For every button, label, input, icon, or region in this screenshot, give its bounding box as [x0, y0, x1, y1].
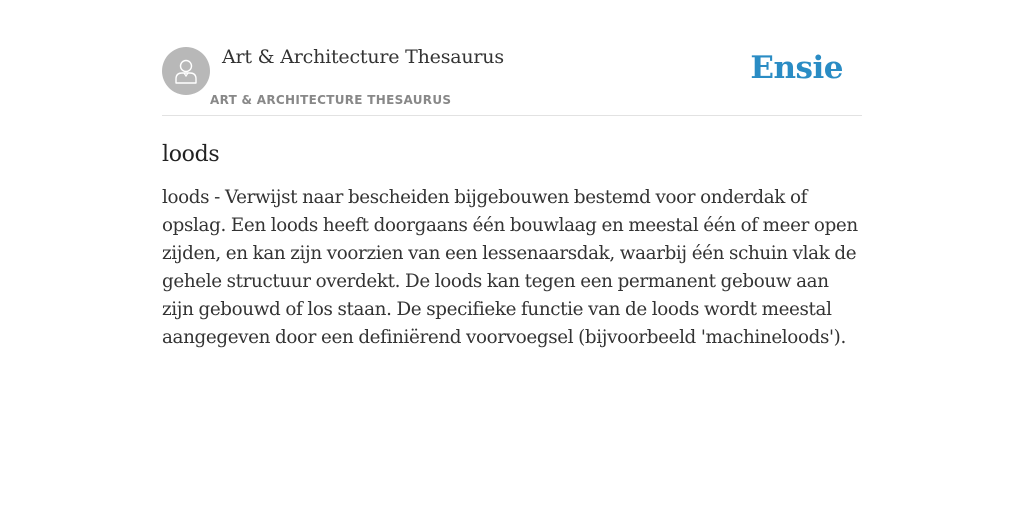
entry-term: loods: [162, 142, 220, 167]
user-icon: [171, 56, 201, 86]
avatar[interactable]: [162, 47, 210, 95]
definition-card: [162, 36, 862, 352]
source-subtitle: ART & ARCHITECTURE THESAURUS: [210, 93, 452, 107]
entry-definition: loods - Verwijst naar bescheiden bijgebouwen bestemd voor onderdak of opslag. Een loods heeft doorgaans één bouwlaag en meestal één of meer open zijden, en kan zijn voorzien van een lessenaarsdak, waarbij één schuin vlak de gehele structuur overdekt. De loods kan tegen een permanent gebouw aan zijn gebouwd of los staan. De specifieke functie van de loods wordt meestal aangegeven door een definiërend voorvoegsel (bijvoorbeeld 'machineloods').: [162, 187, 858, 348]
source-title[interactable]: Art & Architecture Thesaurus: [222, 46, 504, 68]
ensie-logo-link[interactable]: Ensie: [750, 50, 843, 86]
card-header: [162, 36, 862, 116]
